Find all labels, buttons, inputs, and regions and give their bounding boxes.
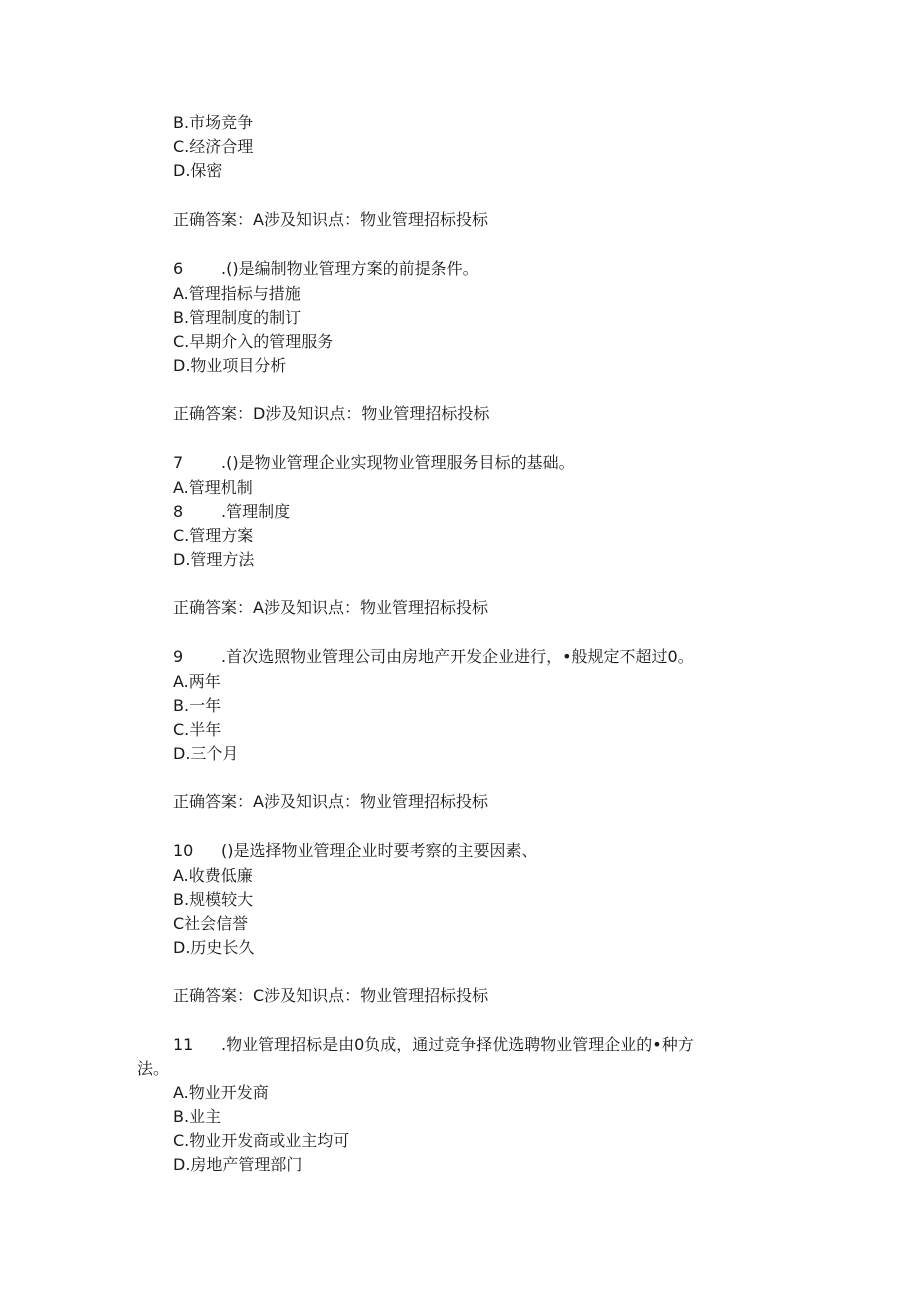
q10-option-c: C社会信誉 (173, 914, 249, 933)
q7-option-b-text: .管理制度 (221, 502, 291, 521)
q6-option-d: D.物业项目分析 (173, 356, 287, 375)
q11-option-b: B.业主 (173, 1107, 222, 1126)
q7-text: .()是物业管理企业实现物业管理服务目标的基础。 (221, 453, 575, 472)
q7-number: 7 (173, 453, 184, 472)
q11-option-c: C.物业开发商或业主均可 (173, 1131, 350, 1150)
q6-answer: 正确答案：D涉及知识点：物业管理招标投标 (173, 404, 490, 423)
q9-number: 9 (173, 647, 184, 666)
q10-option-a: A.收费低廉 (173, 866, 253, 885)
q9-option-c: C.半年 (173, 720, 222, 739)
q5-option-b: B.市场竞争 (173, 113, 254, 132)
q6-question (173, 259, 479, 279)
q7-question (173, 453, 575, 473)
q5-option-d: D.保密 (173, 161, 223, 180)
q11-question (173, 1035, 694, 1055)
q7-option-c: C.管理方案 (173, 526, 254, 545)
q11-number: 11 (173, 1035, 194, 1054)
q10-number: 10 (173, 841, 194, 860)
q9-answer: 正确答案：A涉及知识点：物业管理招标投标 (173, 792, 488, 811)
q5-option-c: C.经济合理 (173, 137, 254, 156)
q11-text-line2: 法。 (137, 1059, 170, 1078)
q10-option-b: B.规模较大 (173, 890, 254, 909)
q6-option-b: B.管理制度的制订 (173, 308, 302, 327)
q7-option-d: D.管理方法 (173, 550, 255, 569)
q10-text: ()是选择物业管理企业时要考察的主要因素、 (221, 841, 538, 860)
q9-text: .首次选照物业管理公司由房地产开发企业进行，•般规定不超过0。 (221, 647, 694, 666)
q7-option-b-number: 8 (173, 502, 184, 521)
q9-option-d: D.三个月 (173, 744, 239, 763)
q7-answer: 正确答案：A涉及知识点：物业管理招标投标 (173, 598, 488, 617)
q11-option-a: A.物业开发商 (173, 1083, 269, 1102)
q6-text: .()是编制物业管理方案的前提条件。 (221, 259, 479, 278)
q6-option-c: C.早期介入的管理服务 (173, 332, 334, 351)
q6-number: 6 (173, 259, 184, 278)
q6-option-a: A.管理指标与措施 (173, 284, 301, 303)
q10-question (173, 841, 538, 861)
q5-answer: 正确答案：A涉及知识点：物业管理招标投标 (173, 210, 488, 229)
q10-option-d: D.历史长久 (173, 938, 255, 957)
q10-answer: 正确答案：C涉及知识点：物业管理招标投标 (173, 986, 489, 1005)
q7-option-b (173, 502, 290, 522)
q9-option-b: B.一年 (173, 696, 222, 715)
q11-text-line1: .物业管理招标是由0负成，通过竞争择优选聘物业管理企业的•种方 (221, 1035, 694, 1054)
q7-option-a: A.管理机制 (173, 478, 253, 497)
q11-option-d: D.房地产管理部门 (173, 1155, 303, 1174)
q9-question (173, 647, 694, 667)
q9-option-a: A.两年 (173, 672, 221, 691)
